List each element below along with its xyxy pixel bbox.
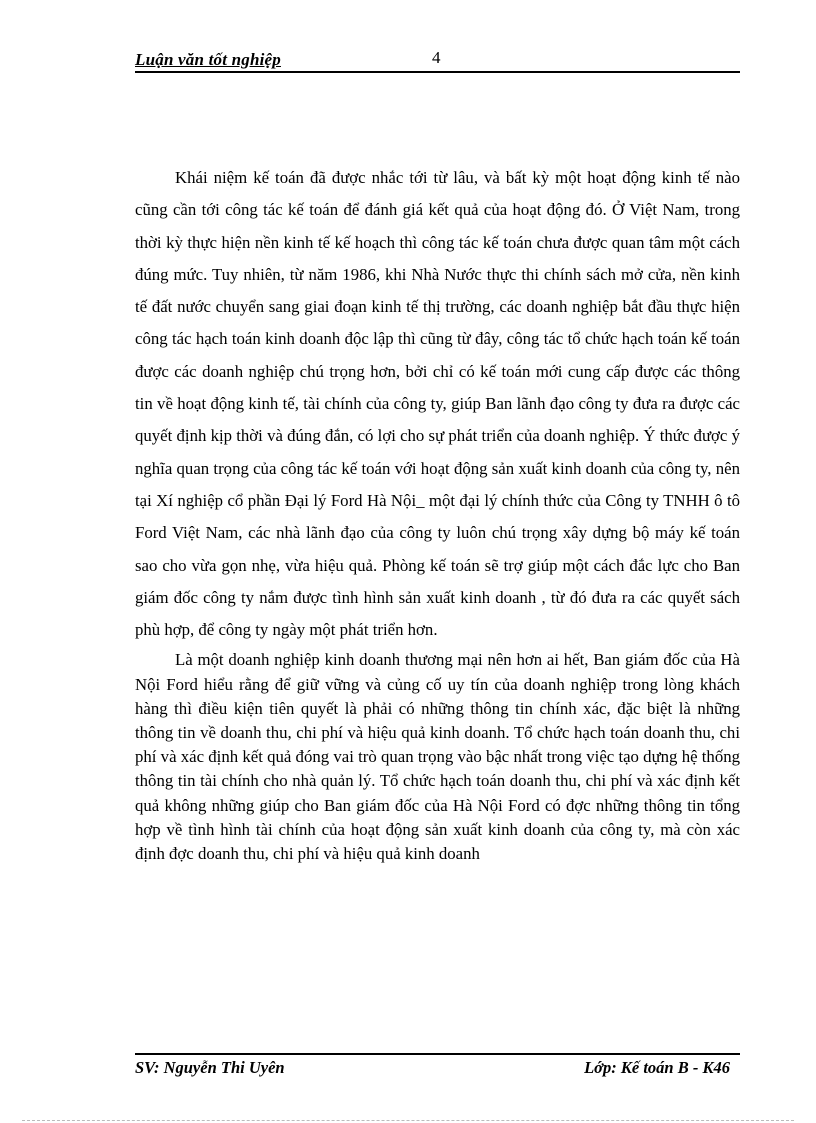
page-number: 4	[432, 48, 441, 67]
paragraph-2: Là một doanh nghiệp kinh doanh thương mại nên hơn ai hết, Ban giám đốc của Hà Nội Ford hiểu rằng để giữ vững và củng cố uy tín của doanh nghiệp trong lòng khách hàng thì điều kiện tiên quyết là phải có những thông tin chính xác, đặc biệt là những thông tin về doanh thu, chi phí và hiệu quả kinh doanh. Tổ chức hạch toán doanh thu, chi phí và xác định kết quả đóng vai trò quan trọng vào bậc nhất trong việc tạo dựng hệ thống thông tin tài chính cho nhà quản lý. Tổ chức hạch toán doanh thu, chi phí và xác định kết quả không những giúp cho Ban giám đốc của Hà Nội Ford có đợc những thông tin tổng hợp về tình hình tài chính của hoạt động sản xuất kinh doanh của công ty, mà còn xác định đợc doanh thu, chi phí và hiệu quả kinh doanh	[135, 650, 740, 864]
footer-divider	[135, 1053, 740, 1055]
class-name: Lớp: Kế toán B - K46	[584, 1058, 730, 1077]
paragraph-1: Khái niệm kế toán đã được nhắc tới từ lâu, và bất kỳ một hoạt động kinh tế nào cũng cần tới công tác kế toán để đánh giá kết quả của hoạt động đó. Ở Việt Nam, trong thời kỳ thực hiện nền kinh tế kế hoạch thì công tác kế toán chưa được quan tâm một cách đúng mức. Tuy nhiên, từ năm 1986, khi Nhà Nước thực thi chính sách mở cửa, nền kinh tế đất nước chuyển sang giai đoạn kinh tế thị trường, các doanh nghiệp bắt đầu thực hiện công tác hạch toán kinh doanh độc lập thì cũng từ đây, công tác tổ chức hạch toán kế toán được các doanh nghiệp chú trọng hơn, bởi chỉ có kế toán mới cung cấp được các thông tin về hoạt động kinh tế, tài chính của công ty, giúp Ban lãnh đạo công ty đưa ra được các quyết định kịp thời và đúng đắn, có lợi cho sự phát triển của doanh nghiệp. Ý thức được ý nghĩa quan trọng của công tác kế toán với hoạt động sản xuất kinh doanh của công ty, nên tại Xí nghiệp cổ phần Đại lý Ford Hà Nội_ một đại lý chính thức của Công ty TNHH ô tô Ford Việt Nam, các nhà lãnh đạo của công ty luôn chú trọng xây dựng bộ máy kế toán sao cho vừa gọn nhẹ, vừa hiệu quả. Phòng kế toán sẽ trợ giúp một cách đắc lực cho Ban giám đốc công ty nắm được tình hình sản xuất kinh doanh , từ đó đưa ra các quyết sách phù hợp, để công ty ngày một phát triển hơn.	[135, 168, 740, 640]
student-name: SV: Nguyễn Thi Uyên	[135, 1058, 285, 1077]
body-text	[135, 162, 740, 866]
thesis-title: Luận văn tốt nghiệp	[135, 50, 281, 69]
header-divider	[135, 71, 740, 73]
page-footer	[135, 1058, 740, 1082]
page-edge	[22, 1120, 794, 1121]
page-header	[135, 46, 740, 72]
